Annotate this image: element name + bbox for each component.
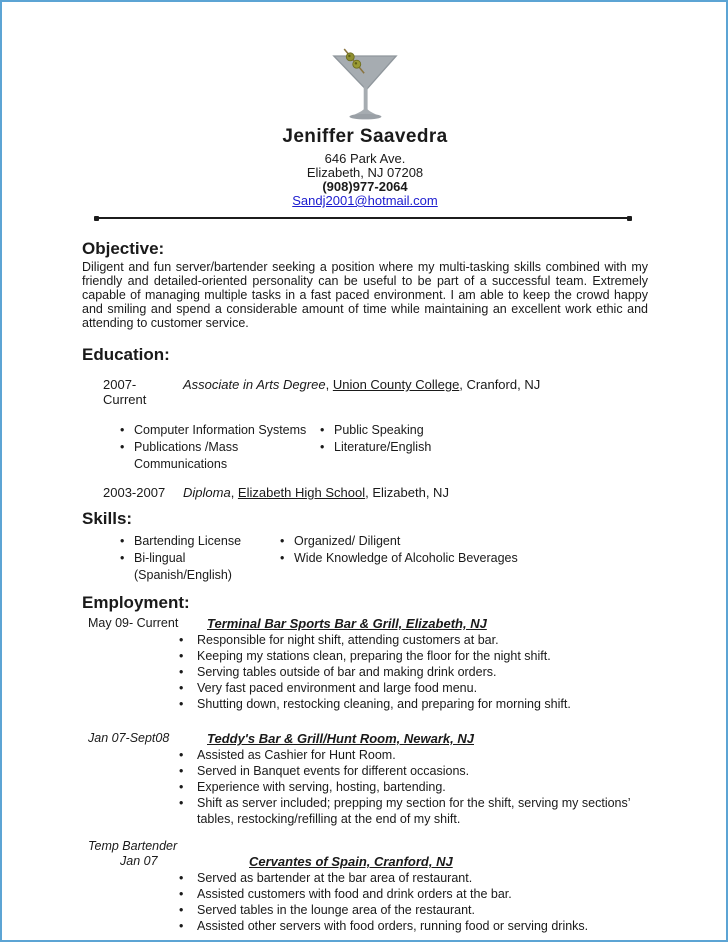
- job-entry: [82, 731, 648, 827]
- job-duty-list: [197, 747, 648, 827]
- skill-item: • Bartending License: [134, 533, 278, 550]
- skill-item: • Organized/ Diligent: [294, 533, 648, 550]
- objective-heading: Objective:: [82, 239, 165, 258]
- phone-number: (908)977-2064: [322, 179, 408, 194]
- education-degree-line: [183, 377, 540, 407]
- employment-section: [82, 593, 648, 934]
- duty-item: • Keeping my stations clean, preparing the floor for the night shift.: [197, 648, 648, 664]
- header: [82, 48, 648, 208]
- skills-columns: [118, 533, 648, 584]
- skill-item: • Wide Knowledge of Alcoholic Beverages: [294, 550, 648, 567]
- coursework-item: • Public Speaking: [334, 422, 648, 439]
- skills-list-left: [118, 533, 278, 584]
- job-company: Teddy's Bar & Grill/Hunt Room, Newark, NJ: [207, 731, 474, 746]
- duty-item: • Assisted customers with food and drink orders at the bar.: [197, 886, 648, 902]
- job-body: [197, 616, 648, 712]
- martini-glass-icon: [326, 48, 404, 122]
- skills-section: [82, 509, 648, 584]
- education-school: Union County College: [332, 377, 460, 392]
- duty-item: • Shift as server included; prepping my section for the shift, serving my sections’ tables, restocking/refilling at the end of my shift.: [197, 795, 648, 827]
- objective-section: [82, 239, 648, 330]
- education-degree-line: [183, 485, 449, 500]
- duty-item: • Served as bartender at the bar area of restaurant.: [197, 870, 648, 886]
- separator: ,: [325, 377, 333, 392]
- job-company: Cervantes of Spain, Cranford, NJ: [249, 854, 453, 869]
- education-location: , Cranford, NJ: [459, 377, 541, 392]
- objective-text: Diligent and fun server/bartender seeking a position where my multi-tasking skills combined with my friendly and detailed-oriented personality can be useful to be part of a successful team. Extremely capable of managing multiple tasks in a fast paced environment. I am able to keep the crowd happy and smiling and spend a considerable amount of time while maintaining an excellent work ethic and attending to customer service.: [82, 260, 648, 330]
- education-heading: Education:: [82, 345, 170, 364]
- address-line-2: Elizabeth, NJ 07208: [306, 165, 424, 180]
- education-entry: [103, 485, 648, 500]
- job-dates: Jan 07-Sept08: [88, 731, 170, 745]
- duty-item: • Assisted as Cashier for Hunt Room.: [197, 747, 648, 763]
- email-link[interactable]: Sandj2001@hotmail.com: [292, 193, 438, 208]
- coursework-list-left: [118, 422, 318, 473]
- skills-heading: Skills:: [82, 509, 133, 528]
- duty-item: • Serving tables outside of bar and making drink orders.: [197, 664, 648, 680]
- duty-item: • Experience with serving, hosting, bartending.: [197, 779, 648, 795]
- job-entry: [82, 616, 648, 712]
- job-company: Terminal Bar Sports Bar & Grill, Elizabeth, NJ: [207, 616, 487, 631]
- coursework-list-right: [318, 422, 648, 473]
- employment-heading: Employment:: [82, 593, 190, 612]
- address-line-1: 646 Park Ave.: [324, 151, 406, 166]
- duty-item: • Served in Banquet events for different occasions.: [197, 763, 648, 779]
- job-duty-list: [197, 632, 648, 712]
- coursework-item: • Computer Information Systems: [134, 422, 318, 439]
- education-degree: Associate in Arts Degree: [183, 377, 326, 392]
- duty-item: • Shutting down, restocking cleaning, and preparing for morning shift.: [197, 696, 648, 712]
- separator: ,: [230, 485, 238, 500]
- header-divider: [95, 217, 631, 219]
- job-dates-line2: Jan 07: [120, 854, 158, 868]
- job-body: [197, 839, 648, 934]
- duty-item: • Served tables in the lounge area of the restaurant.: [197, 902, 648, 918]
- job-body: [197, 731, 648, 827]
- job-duty-list: [197, 870, 648, 934]
- coursework-columns: [118, 422, 648, 473]
- skills-list-right: [278, 533, 648, 584]
- coursework-item: • Literature/English: [334, 439, 648, 456]
- job-dates: May 09- Current: [88, 616, 179, 630]
- job-title: Temp Bartender: [88, 839, 178, 853]
- coursework-item: • Publications /Mass Communications: [134, 439, 318, 473]
- job-entry: [82, 839, 648, 934]
- education-degree: Diploma: [183, 485, 231, 500]
- candidate-name: Jeniffer Saavedra: [282, 126, 448, 147]
- education-section: [82, 345, 648, 500]
- skill-item: • Bi-lingual (Spanish/English): [134, 550, 278, 584]
- resume-content: [2, 48, 726, 934]
- education-school: Elizabeth High School: [237, 485, 366, 500]
- duty-item: • Very fast paced environment and large food menu.: [197, 680, 648, 696]
- duty-item: • Responsible for night shift, attending customers at bar.: [197, 632, 648, 648]
- education-location: , Elizabeth, NJ: [365, 485, 449, 500]
- education-dates: 2007- Current: [103, 377, 147, 407]
- education-dates: 2003-2007: [103, 485, 166, 500]
- duty-item: • Assisted other servers with food orders, running food or serving drinks.: [197, 918, 648, 934]
- education-entry: [103, 377, 648, 407]
